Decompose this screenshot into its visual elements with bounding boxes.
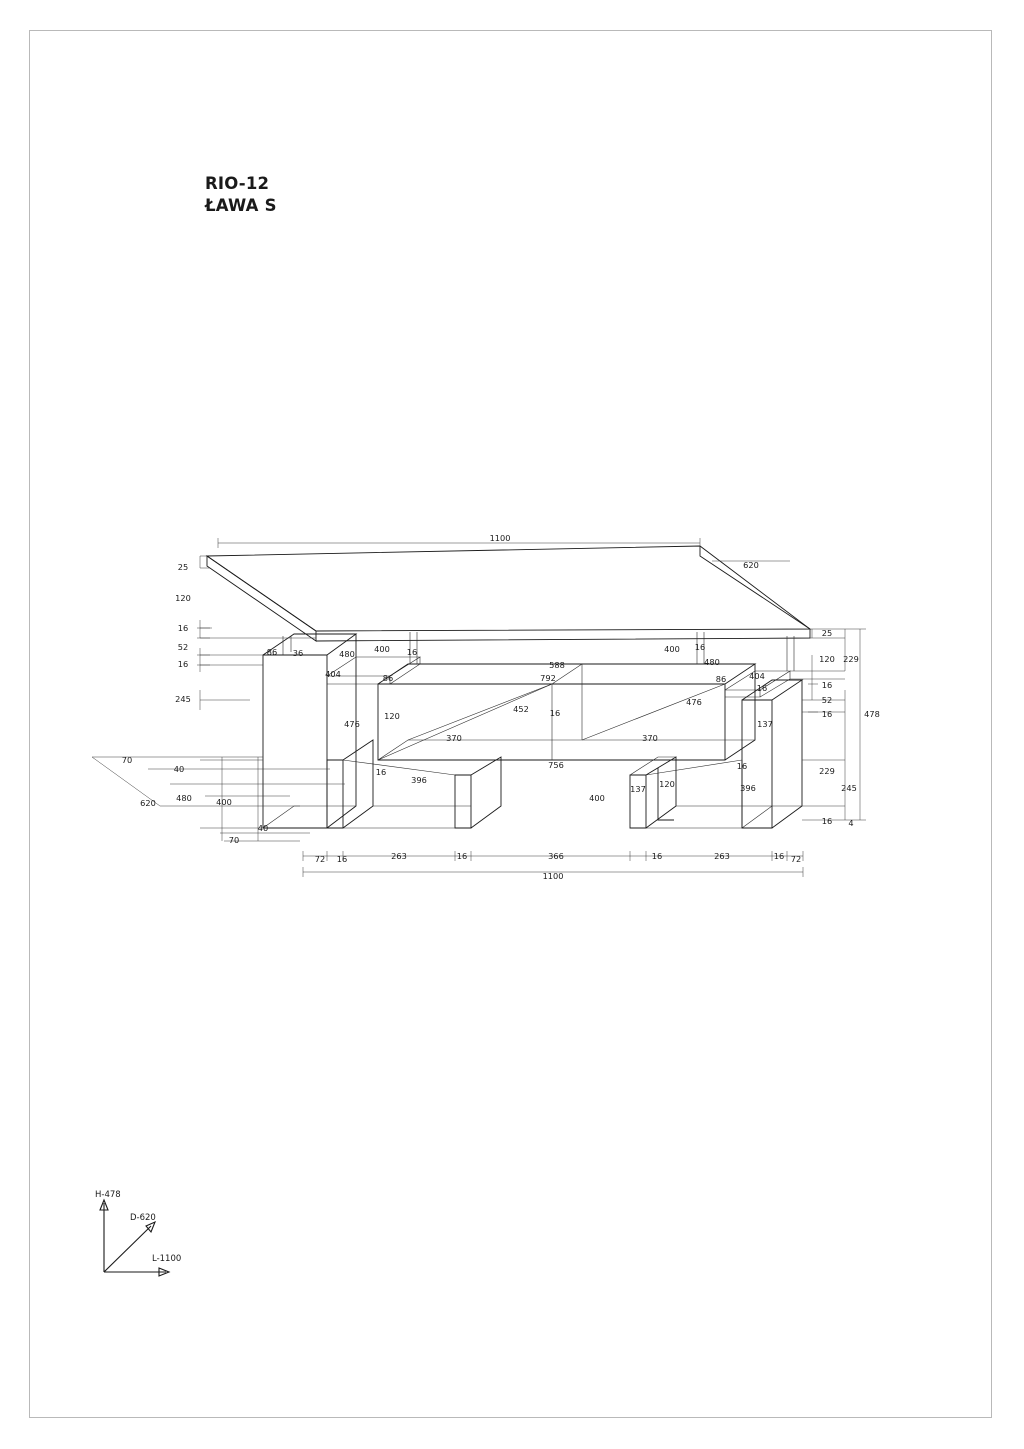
ann-792: 792 — [540, 673, 556, 683]
dim-right-4: 4 — [848, 818, 854, 828]
axis-label-depth: D-620 — [130, 1213, 156, 1223]
dim-left-52: 52 — [177, 642, 189, 652]
dim-right-16c: 16 — [821, 816, 833, 826]
dim-right-16a: 16 — [821, 680, 833, 690]
ann-476a: 476 — [344, 719, 360, 729]
ann-400b: 400 — [664, 644, 680, 654]
dim-bottom-16d: 16 — [773, 851, 785, 861]
axis-label-length: L-1100 — [152, 1254, 182, 1264]
title-line-1: RIO-12 — [205, 174, 270, 193]
dim-depth-400: 400 — [216, 797, 232, 807]
top-panel — [207, 546, 810, 641]
dim-right-245: 245 — [841, 783, 857, 793]
dim-left-16a: 16 — [177, 623, 189, 633]
dim-depth-70b: 70 — [228, 835, 240, 845]
ann-480a: 480 — [339, 649, 355, 659]
dim-bottom-263a: 263 — [391, 851, 407, 861]
ann-452: 452 — [513, 704, 529, 714]
dim-bottom-1100: 1100 — [542, 871, 564, 881]
dim-bottom-16b: 16 — [456, 851, 468, 861]
title-line-2: ŁAWA S — [205, 196, 277, 216]
ann-120a: 120 — [384, 711, 400, 721]
ann-404b: 404 — [749, 671, 765, 681]
ann-404a: 404 — [325, 669, 341, 679]
ann-16d: 16 — [549, 708, 561, 718]
ann-137a: 137 — [757, 719, 773, 729]
dim-depth-480: 480 — [176, 793, 192, 803]
dim-right-52: 52 — [821, 695, 833, 705]
axis-legend-arrows — [100, 1200, 169, 1276]
ann-36: 36 — [292, 648, 304, 658]
ann-86c: 86 — [715, 674, 727, 684]
dim-left-16b: 16 — [177, 659, 189, 669]
dim-bottom-366: 366 — [548, 851, 564, 861]
top-dimensions — [218, 533, 790, 570]
ann-137b: 137 — [630, 784, 646, 794]
ann-120b: 120 — [659, 779, 675, 789]
dim-left-245: 245 — [175, 694, 191, 704]
right-dimension-ladder — [790, 628, 880, 828]
dim-right-478: 478 — [864, 709, 880, 719]
axis-label-height: H-478 — [95, 1190, 121, 1200]
dim-bottom-16a: 16 — [336, 854, 348, 864]
ann-16e: 16 — [736, 761, 748, 771]
dim-depth-40b: 40 — [257, 823, 269, 833]
dim-right-25: 25 — [821, 628, 833, 638]
ann-400c: 400 — [589, 793, 605, 803]
bottom-dimension-chain — [303, 851, 803, 881]
ann-370a: 370 — [446, 733, 462, 743]
ann-756: 756 — [548, 760, 564, 770]
ann-16f: 16 — [375, 767, 387, 777]
dim-bottom-16c: 16 — [651, 851, 663, 861]
ann-16b: 16 — [694, 642, 706, 652]
ann-588: 588 — [549, 660, 565, 670]
ann-396a: 396 — [411, 775, 427, 785]
dim-depth-40a: 40 — [173, 764, 185, 774]
left-dimension-ladder — [175, 556, 316, 828]
dim-bottom-263b: 263 — [714, 851, 730, 861]
ann-476b: 476 — [686, 697, 702, 707]
ann-370b: 370 — [642, 733, 658, 743]
dim-top-620: 620 — [743, 560, 759, 570]
dim-left-120: 120 — [175, 593, 191, 603]
dim-right-229: 229 — [819, 766, 835, 776]
ann-480b: 480 — [704, 657, 720, 667]
ann-86b: 86 — [382, 673, 394, 683]
dim-right-16b: 16 — [821, 709, 833, 719]
ann-86a: 86 — [266, 647, 278, 657]
ann-400a: 400 — [374, 644, 390, 654]
dim-right-120: 120 — [819, 654, 835, 664]
dim-left-25: 25 — [177, 562, 189, 572]
ann-16c: 16 — [756, 683, 768, 693]
dim-depth-70a: 70 — [121, 755, 133, 765]
dim-top-1100: 1100 — [489, 533, 511, 543]
cabinet-body — [263, 632, 802, 828]
dim-bottom-72b: 72 — [790, 854, 802, 864]
ann-16a: 16 — [406, 647, 418, 657]
dim-bottom-72a: 72 — [314, 854, 326, 864]
ann-396b: 396 — [740, 783, 756, 793]
dim-depth-620: 620 — [140, 798, 156, 808]
dim-right-229-outer: 229 — [843, 654, 859, 664]
depth-dimension-ladder — [92, 755, 345, 845]
